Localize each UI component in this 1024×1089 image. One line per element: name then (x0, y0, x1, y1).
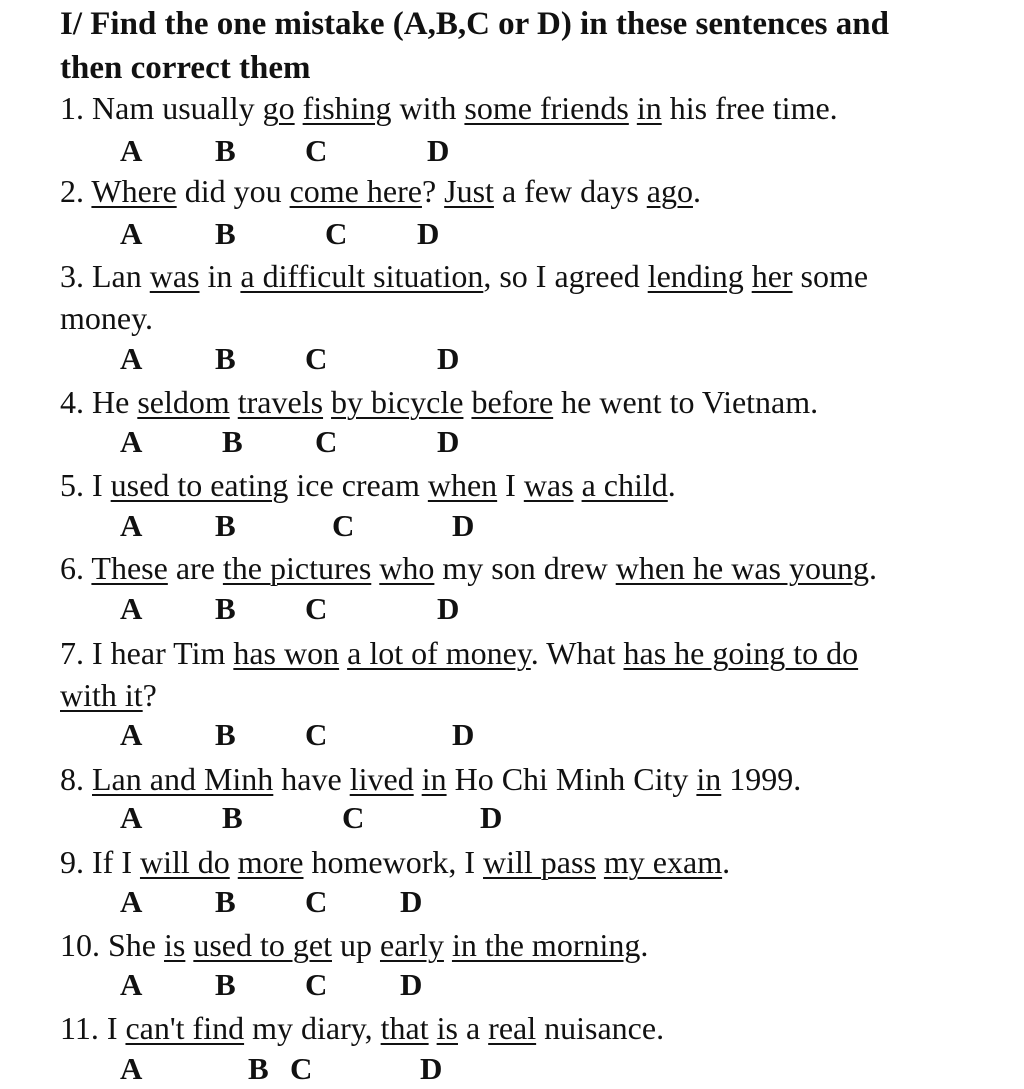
sentence-text: he went to Vietnam. (553, 384, 819, 420)
sentence-text: I (497, 467, 524, 503)
sentence-text: in (199, 258, 241, 294)
sentence-text: with (391, 90, 465, 126)
sentence-text: 3. Lan (60, 258, 150, 294)
sentence-text: . (640, 927, 649, 963)
question-9-option-c: C (305, 884, 328, 919)
sentence-text: ice cream (288, 467, 428, 503)
underlined-phrase: her (751, 258, 793, 294)
question-4-option-a: A (120, 424, 143, 459)
question-3-option-a: A (120, 341, 143, 376)
question-7-option-b: B (215, 717, 236, 752)
question-11-option-a: A (120, 1051, 143, 1086)
question-5-option-d: D (452, 508, 475, 543)
sentence-text: nuisance. (536, 1010, 665, 1046)
underlined-phrase: before (471, 384, 554, 420)
question-5-option-b: B (215, 508, 236, 543)
underlined-phrase: early (379, 927, 444, 963)
heading-line-1: I/ Find the one mistake (A,B,C or D) in these sentences and (60, 6, 889, 42)
question-1-option-b: B (215, 133, 236, 168)
sentence-text: 10. She (60, 927, 164, 963)
question-6-option-b: B (215, 591, 236, 626)
sentence-text: a (457, 1010, 489, 1046)
question-11-option-d: D (420, 1051, 443, 1086)
underlined-phrase: come here (289, 173, 422, 209)
question-3-option-b: B (215, 341, 236, 376)
underlined-phrase: in (636, 90, 662, 126)
sentence-text: money. (60, 300, 154, 336)
sentence-text: 1. Nam usually (60, 90, 263, 126)
question-2-option-d: D (417, 216, 440, 251)
question-10-option-d: D (400, 967, 423, 1002)
sentence-text: have (273, 761, 350, 797)
question-4-option-b: B (222, 424, 243, 459)
question-2-option-a: A (120, 216, 143, 251)
underlined-phrase: will pass (483, 844, 596, 880)
sentence-text: some (792, 258, 869, 294)
underlined-phrase: a lot of money (347, 635, 531, 671)
underlined-phrase: is (436, 1010, 458, 1046)
question-8-option-a: A (120, 800, 143, 835)
question-2-option-b: B (215, 216, 236, 251)
question-11-option-c: C (290, 1051, 313, 1086)
sentence-text: a few days (493, 173, 647, 209)
question-10-option-c: C (305, 967, 328, 1002)
sentence-text: my diary, (244, 1010, 381, 1046)
question-11-option-b: B (248, 1051, 269, 1086)
underlined-phrase: can't find (125, 1010, 245, 1046)
underlined-phrase: in the morning (451, 927, 641, 963)
underlined-phrase: has he going to do (623, 635, 859, 671)
sentence-text: ? (142, 677, 157, 713)
underlined-phrase: by bicycle (331, 384, 464, 420)
question-10-option-a: A (120, 967, 143, 1002)
sentence-text: are (167, 550, 223, 586)
underlined-phrase: used to get (193, 927, 332, 963)
question-4-option-d: D (437, 424, 460, 459)
question-1-option-a: A (120, 133, 143, 168)
underlined-phrase: who (379, 550, 435, 586)
sentence-text: . (667, 467, 676, 503)
underlined-phrase: when he was young (615, 550, 869, 586)
underlined-phrase: fishing (302, 90, 392, 126)
heading-line-2: then correct them (60, 50, 311, 86)
underlined-phrase: was (149, 258, 200, 294)
question-3-option-d: D (437, 341, 460, 376)
question-7-option-c: C (305, 717, 328, 752)
sentence-text: homework, I (303, 844, 484, 880)
sentence-text: 7. I hear Tim (60, 635, 234, 671)
underlined-phrase: ago (646, 173, 693, 209)
underlined-phrase: in (421, 761, 447, 797)
sentence-text: 2. (60, 173, 92, 209)
underlined-phrase: is (164, 927, 186, 963)
sentence-text: . (868, 550, 877, 586)
question-6-option-a: A (120, 591, 143, 626)
sentence-text: ? (421, 173, 445, 209)
underlined-phrase: in (696, 761, 722, 797)
question-2-option-c: C (325, 216, 348, 251)
question-7-option-a: A (120, 717, 143, 752)
underlined-phrase: seldom (137, 384, 230, 420)
underlined-phrase: lived (349, 761, 414, 797)
question-9-option-a: A (120, 884, 143, 919)
question-3-option-c: C (305, 341, 328, 376)
sentence-text: 8. (60, 761, 92, 797)
underlined-phrase: Lan and Minh (92, 761, 274, 797)
underlined-phrase: will do (139, 844, 230, 880)
question-10-option-b: B (215, 967, 236, 1002)
question-1-option-c: C (305, 133, 328, 168)
sentence-text: 6. (60, 550, 92, 586)
question-8-option-c: C (342, 800, 365, 835)
underlined-phrase: was (523, 467, 574, 503)
sentence-text: up (331, 927, 380, 963)
sentence-text: 1999. (721, 761, 802, 797)
underlined-phrase: more (237, 844, 304, 880)
question-5-option-a: A (120, 508, 143, 543)
underlined-phrase: These (91, 550, 168, 586)
underlined-phrase: Where (91, 173, 177, 209)
question-8-option-d: D (480, 800, 503, 835)
underlined-phrase: travels (237, 384, 324, 420)
question-6-option-c: C (305, 591, 328, 626)
underlined-phrase: the pictures (222, 550, 372, 586)
underlined-phrase: used to eating (110, 467, 289, 503)
question-5-option-c: C (332, 508, 355, 543)
underlined-phrase: has won (233, 635, 340, 671)
question-8-option-b: B (222, 800, 243, 835)
sentence-text: his free time. (661, 90, 838, 126)
underlined-phrase: lending (647, 258, 744, 294)
sentence-text: , so I agreed (483, 258, 648, 294)
question-7-option-d: D (452, 717, 475, 752)
sentence-text: Ho Chi Minh City (446, 761, 697, 797)
underlined-phrase: with it (60, 677, 143, 713)
question-6-option-d: D (437, 591, 460, 626)
sentence-text: . What (530, 635, 624, 671)
sentence-text: . (692, 173, 701, 209)
sentence-text: . (722, 844, 731, 880)
underlined-phrase: go (262, 90, 295, 126)
sentence-text: did you (176, 173, 290, 209)
underlined-phrase: my exam (603, 844, 723, 880)
underlined-phrase: real (488, 1010, 537, 1046)
underlined-phrase: a child (581, 467, 668, 503)
sentence-text: my son drew (434, 550, 616, 586)
question-1-option-d: D (427, 133, 450, 168)
question-9-option-b: B (215, 884, 236, 919)
underlined-phrase: some friends (464, 90, 629, 126)
question-4-option-c: C (315, 424, 338, 459)
underlined-phrase: that (380, 1010, 429, 1046)
underlined-phrase: a difficult situation (240, 258, 484, 294)
sentence-text: 9. If I (60, 844, 140, 880)
underlined-phrase: when (427, 467, 498, 503)
underlined-phrase: Just (444, 173, 494, 209)
sentence-text: 5. I (60, 467, 111, 503)
sentence-text: 4. He (60, 384, 138, 420)
question-9-option-d: D (400, 884, 423, 919)
sentence-text: 11. I (60, 1010, 126, 1046)
